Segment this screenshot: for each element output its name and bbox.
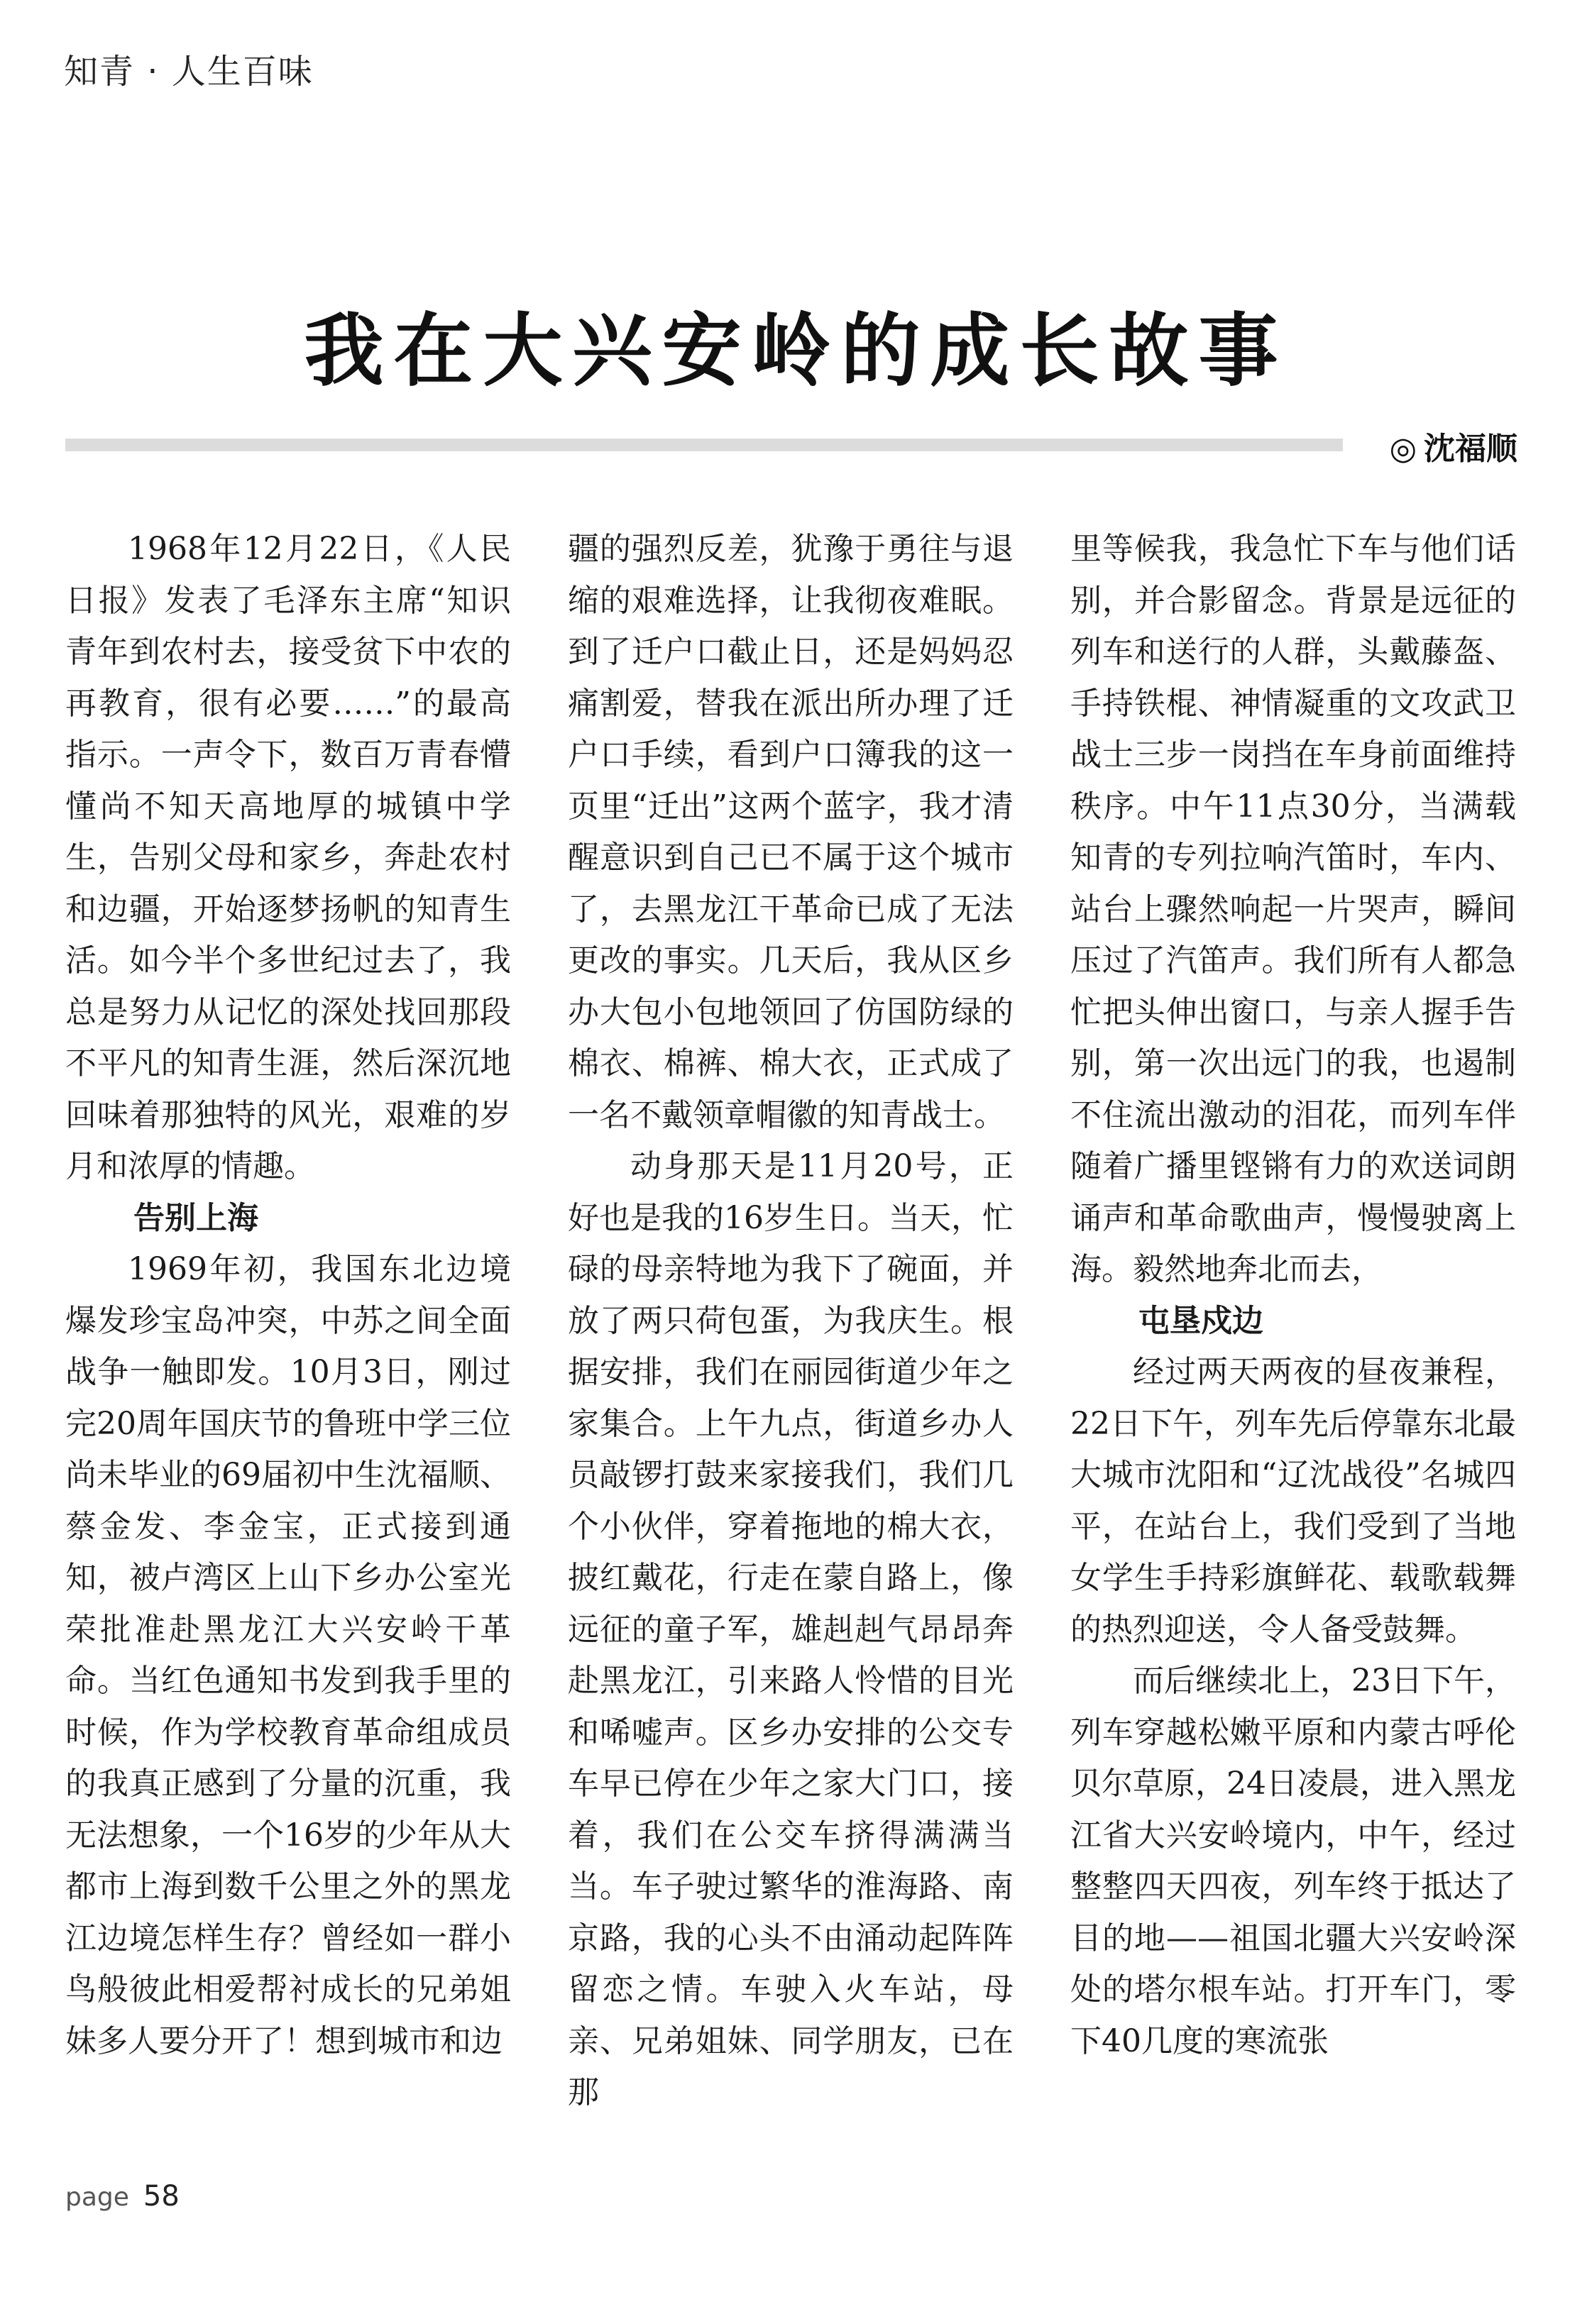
paragraph-continued: 疆的强烈反差，犹豫于勇往与退缩的艰难选择，让我彻夜难眠。到了迁户口截止日，还是妈妈忍痛割爱，替我在派出所办理了迁户口手续，看到户口簿我的这一页里“迁出”这两个蓝字，我才清醒意识到自己已不属于这个城市了，去黑龙江干革命已成了无法更改的事实。几天后，我从区乡办大包小包地领回了仿国防绿的棉衣、棉裤、棉大衣，正式成了一名不戴领章帽徽的知青战士。: [568, 531, 1014, 1133]
article-column-2: [568, 524, 1014, 2119]
paragraph: 动身那天是11月20号，正好也是我的16岁生日。当天，忙碌的母亲特地为我下了碗面，并放了两只荷包蛋，为我庆生。根据安排，我们在丽园街道少年之家集合。上午九点，街道乡办人员敲锣打鼓来家接我们，我们几个小伙伴，穿着拖地的棉大衣，披红戴花，行走在蒙自路上，像远征的童子军，雄赳赳气昂昂奔赴黑龙江，引来路人怜惜的目光和唏嘘声。区乡办安排的公交专车早已停在少年之家大门口，接着，我们在公交车挤得满满当当。车子驶过繁华的淮海路、南京路，我的心头不由涌动起阵阵留恋之情。车驶入火车站，母亲、兄弟姐妹、同学朋友，已在那: [568, 1148, 1014, 2110]
page-footer: [65, 2180, 180, 2213]
paragraph: 1968年12月22日，《人民日报》发表了毛泽东主席“知识青年到农村去，接受贫下中农的再教育，很有必要……”的最高指示。一声令下，数百万青春懵懂尚不知天高地厚的城镇中学生，告别父母和家乡，奔赴农村和边疆，开始逐梦扬帆的知青生活。如今半个多世纪过去了，我总是努力从记忆的深处找回那段不平凡的知青生涯，然后深沉地回味着那独特的风光，艰难的岁月和浓厚的情趣。: [65, 531, 511, 1184]
paragraph: 而后继续北上，23日下午，列车穿越松嫩平原和内蒙古呼伦贝尔草原，24日凌晨，进入黑龙江省大兴安岭境内，中午，经过整整四天四夜，列车终于抵达了目的地——祖国北疆大兴安岭深处的塔尔根车站。打开车门，零下40几度的寒流张: [1070, 1663, 1516, 2059]
article-column-3: [1070, 524, 1516, 2067]
author-name: 沈福顺: [1424, 431, 1517, 467]
subheading-farewell-shanghai: 告别上海: [133, 1199, 258, 1236]
paragraph: 经过两天两夜的昼夜兼程，22日下午，列车先后停靠东北最大城市沈阳和“辽沈战役”名城四平，在站台上，我们受到了当地女学生手持彩旗鲜花、载歌载舞的热烈迎送，令人备受鼓舞。: [1070, 1354, 1516, 1648]
byline-mark: ◎: [1389, 431, 1417, 467]
paragraph-continued: 里等候我，我急忙下车与他们话别，并合影留念。背景是远征的列车和送行的人群，头戴藤盔、手持铁棍、神情凝重的文攻武卫战士三步一岗挡在车身前面维持秩序。中午11点30分，当满载知青的专列拉响汽笛时，车内、站台上骤然响起一片哭声，瞬间压过了汽笛声。我们所有人都急忙把头伸出窗口，与亲人握手告别，第一次出远门的我，也遏制不住流出激动的泪花，而列车伴随着广播里铿锵有力的欢送词朗诵声和革命歌曲声，慢慢驶离上海。毅然地奔北而去，: [1070, 531, 1516, 1287]
page-label: page: [65, 2183, 129, 2212]
article-column-1: [65, 524, 511, 2067]
section-tag: 知青 · 人生百味: [64, 52, 314, 92]
page-number: 58: [143, 2180, 180, 2213]
paragraph: 1969年初，我国东北边境爆发珍宝岛冲突，中苏之间全面战争一触即发。10月3日，刚过完20周年国庆节的鲁班中学三位尚未毕业的69届初中生沈福顺、蔡金发、李金宝，正式接到通知，被卢湾区上山下乡办公室光荣批准赴黑龙江大兴安岭干革命。当红色通知书发到我手里的时候，作为学校教育革命组成员的我真正感到了分量的沉重，我无法想象，一个16岁的少年从大都市上海到数千公里之外的黑龙江边境怎样生存？曾经如一群小鸟般彼此相爱帮衬成长的兄弟姐妹多人要分开了！想到城市和边: [65, 1251, 511, 2059]
title-divider: [65, 439, 1343, 451]
byline: [1380, 423, 1517, 468]
article-title: 我在大兴安岭的成长故事: [304, 305, 1288, 397]
subheading-frontier-settlement: 屯垦戍边: [1138, 1302, 1263, 1339]
